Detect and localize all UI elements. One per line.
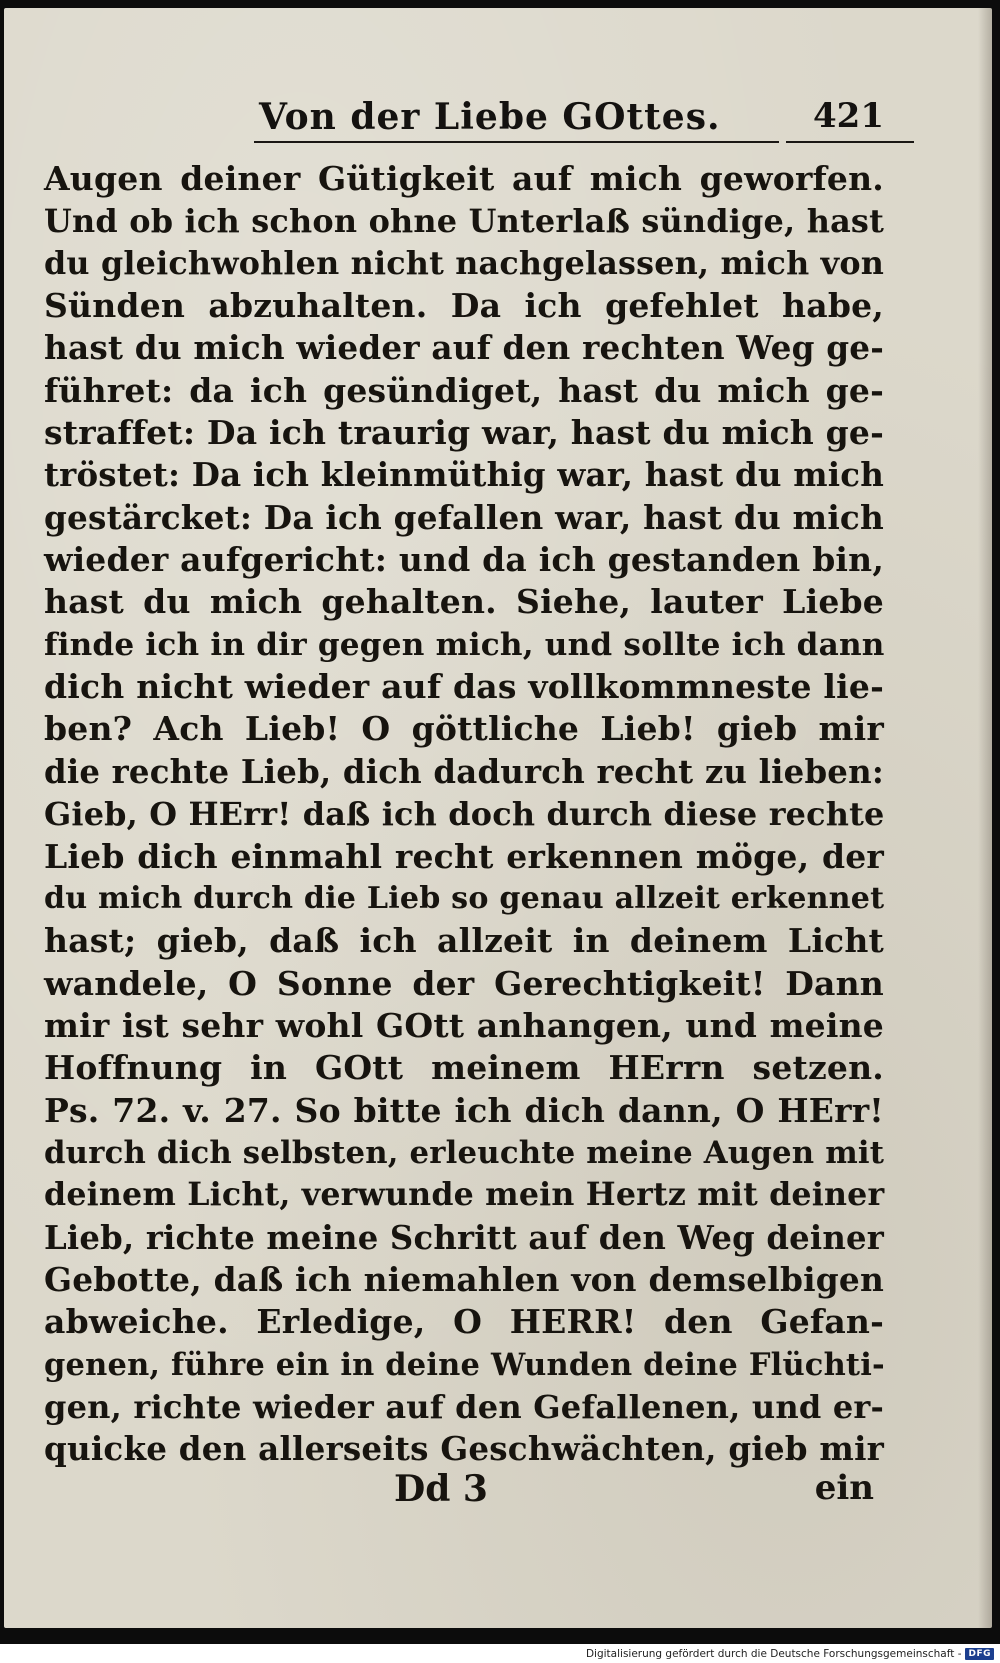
text-line: Lieb dich einmahl recht erkennen möge, der	[44, 836, 884, 876]
text-line: Sünden abzuhalten. Da ich gefehlet habe,	[44, 286, 884, 326]
digitization-footer	[586, 1646, 994, 1662]
running-head-title: Von der Liebe GOttes.	[259, 96, 721, 138]
page-number: 421	[813, 96, 884, 136]
text-line: Ps. 72. v. 27. So bitte ich dich dann, O HErr!	[44, 1090, 884, 1130]
text-line: hast du mich gehalten. Siehe, lauter Liebe	[44, 582, 884, 622]
text-line: hast; gieb, daß ich allzeit in deinem Licht	[44, 921, 884, 961]
text-line: gestärcket: Da ich gefallen war, hast du mich	[44, 497, 884, 537]
page-edge-shadow	[978, 8, 992, 1628]
text-line: Hoffnung in GOtt meinem HErrn setzen.	[44, 1048, 884, 1088]
footer-credit-text: Digitalisierung gefördert durch die Deutsche Forschungsgemeinschaft -	[585, 1648, 962, 1660]
text-line: du gleichwohlen nicht nachgelassen, mich von	[44, 244, 884, 282]
text-line: tröstet: Da ich kleinmüthig war, hast du mich	[44, 456, 884, 495]
text-line: straffet: Da ich traurig war, hast du mich ge-	[44, 413, 884, 453]
book-page	[4, 8, 992, 1628]
text-line: wieder aufgericht: und da ich gestanden bin,	[44, 540, 884, 580]
catchword: ein	[814, 1468, 874, 1508]
text-line: genen, führe ein in deine Wunden deine Flüchti-	[44, 1346, 885, 1383]
text-line: gen, richte wieder auf den Gefallenen, und er-	[44, 1387, 884, 1426]
text-line: Gieb, O HErr! daß ich doch durch diese rechte	[44, 795, 885, 834]
text-line: quicke den allerseits Geschwächten, gieb mir	[44, 1429, 884, 1469]
text-line: durch dich selbsten, erleuchte meine Augen mit	[44, 1134, 885, 1171]
text-line: Gebotte, daß ich niemahlen von demselbigen	[44, 1259, 884, 1299]
text-line: abweiche. Erledige, O HERR! den Gefan-	[44, 1302, 884, 1342]
text-line: die rechte Lieb, dich dadurch recht zu lieben:	[44, 752, 884, 791]
text-line: führet: da ich gesündiget, hast du mich ge-	[44, 370, 884, 410]
text-line: Lieb, richte meine Schritt auf den Weg deiner	[44, 1218, 884, 1257]
text-line: dich nicht wieder auf das vollkommneste lie-	[44, 667, 884, 707]
text-line: deinem Licht, verwunde mein Hertz mit deiner	[44, 1176, 885, 1214]
text-line: hast du mich wieder auf den rechten Weg ge-	[44, 328, 884, 368]
signature-mark: Dd 3	[394, 1468, 488, 1510]
text-line: ben? Ach Lieb! O göttliche Lieb! gieb mir	[44, 709, 884, 749]
dfg-logo: DFG	[965, 1648, 994, 1660]
text-line: wandele, O Sonne der Gerechtigkeit! Dann	[44, 963, 884, 1003]
body-text	[44, 158, 884, 1471]
text-line: finde ich in dir gegen mich, und sollte ich dann	[44, 626, 885, 663]
text-line: Augen deiner Gütigkeit auf mich geworfen.	[44, 159, 884, 198]
page-number-rule	[786, 141, 914, 143]
text-line: Und ob ich schon ohne Unterlaß sündige, hast	[44, 202, 884, 241]
text-line: du mich durch die Lieb so genau allzeit erkennet	[44, 880, 885, 916]
running-head-rule	[254, 141, 779, 143]
text-line: mir ist sehr wohl GOtt anhangen, und meine	[44, 1005, 884, 1045]
running-head	[44, 96, 884, 146]
page-foot	[44, 1468, 884, 1512]
